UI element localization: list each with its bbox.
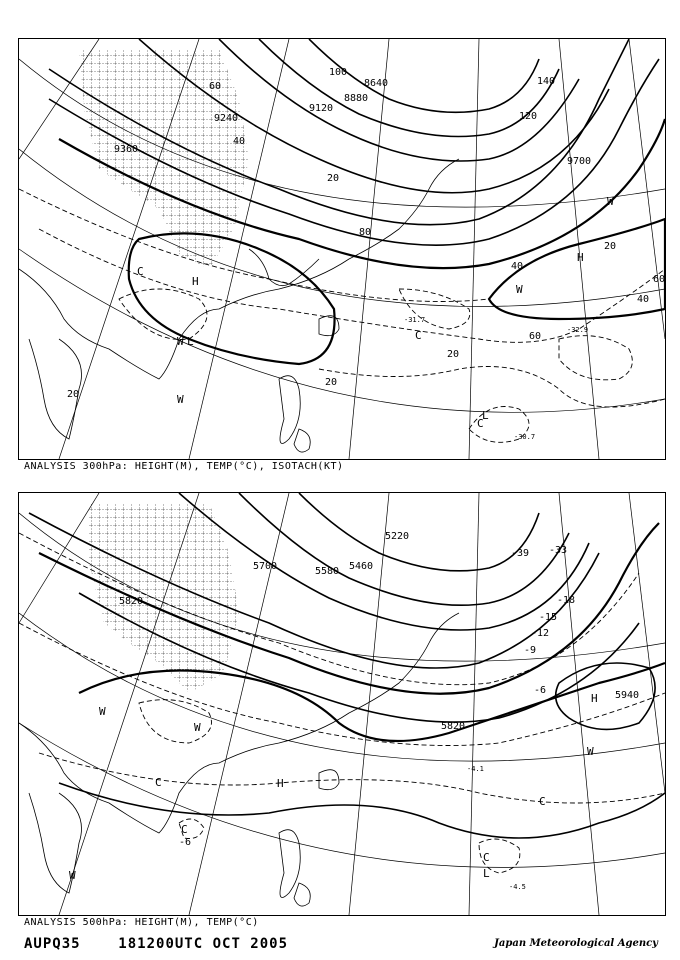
terrain-hatch bbox=[89, 503, 239, 693]
warm-marker: W bbox=[587, 745, 594, 758]
height-label: 9700 bbox=[567, 156, 592, 167]
height-label: 5820 bbox=[119, 596, 144, 607]
map-500hpa bbox=[19, 493, 665, 915]
cold-marker: C bbox=[415, 329, 422, 342]
height-label: 9240 bbox=[214, 113, 239, 124]
low-marker: L bbox=[483, 867, 490, 880]
warm-marker: W bbox=[607, 195, 614, 208]
chart-panel-300hpa bbox=[18, 38, 666, 460]
temp-label: -15 bbox=[539, 612, 558, 623]
isotach-label: 60 bbox=[529, 331, 542, 342]
map-300hpa bbox=[19, 39, 665, 459]
warm-marker: W bbox=[99, 705, 106, 718]
isotach-label: 40 bbox=[637, 294, 650, 305]
temp-labels bbox=[179, 545, 575, 891]
temp-label: -6 bbox=[534, 685, 547, 696]
isotach-label: 40 bbox=[511, 261, 524, 272]
cold-marker: C bbox=[137, 265, 144, 278]
temp-labels bbox=[404, 316, 588, 441]
low-marker: L bbox=[187, 335, 194, 348]
isotach-label: 20 bbox=[325, 377, 338, 388]
height-label: 9360 bbox=[114, 144, 139, 155]
isotach-label: 100 bbox=[329, 67, 348, 78]
temp-label: -18 bbox=[557, 595, 576, 606]
temp-label: -4.5 bbox=[509, 883, 526, 891]
height-label: 5820 bbox=[441, 721, 466, 732]
temp-label: -4.1 bbox=[467, 765, 484, 773]
height-label: 5220 bbox=[385, 531, 410, 542]
caption-300hpa: ANALYSIS 300hPa: HEIGHT(M), TEMP(°C), ISOTACH(KT) bbox=[24, 461, 344, 472]
terrain-hatch bbox=[79, 49, 249, 269]
temp-label: -31.7 bbox=[404, 316, 426, 324]
coastlines bbox=[19, 613, 459, 906]
cold-marker: C bbox=[477, 417, 484, 430]
isotach-label: 20 bbox=[67, 389, 80, 400]
warm-marker: W bbox=[194, 721, 201, 734]
warm-marker: W bbox=[516, 283, 523, 296]
isotach-label: 140 bbox=[537, 76, 556, 87]
high-marker: H bbox=[277, 777, 284, 790]
height-label: 8880 bbox=[344, 93, 369, 104]
isotach-label: 40 bbox=[233, 136, 246, 147]
isotach-label: 20 bbox=[327, 173, 340, 184]
height-label: 5940 bbox=[615, 690, 640, 701]
isotachs bbox=[19, 189, 665, 442]
cold-marker: C bbox=[155, 776, 162, 789]
high-marker: H bbox=[591, 692, 598, 705]
high-marker: H bbox=[577, 251, 584, 264]
chart-panel-500hpa bbox=[18, 492, 666, 916]
cold-marker: C bbox=[483, 851, 490, 864]
chart-code: AUPQ35 bbox=[24, 936, 81, 952]
warm-marker: W bbox=[69, 869, 76, 882]
chart-datetime: 181200UTC OCT 2005 bbox=[118, 936, 289, 952]
chart-id-and-time bbox=[24, 936, 288, 952]
temp-label: -39 bbox=[511, 548, 530, 559]
isotach-label: 60 bbox=[653, 274, 665, 285]
temp-label: -32.9 bbox=[567, 326, 589, 334]
isotach-label: 60 bbox=[209, 81, 222, 92]
caption-500hpa: ANALYSIS 500hPa: HEIGHT(M), TEMP(°C) bbox=[24, 917, 259, 928]
height-label: 8640 bbox=[364, 78, 389, 89]
temp-label: -12 bbox=[531, 628, 550, 639]
height-label: 9120 bbox=[309, 103, 334, 114]
isotach-label: 20 bbox=[604, 241, 617, 252]
warm-marker: W bbox=[177, 335, 184, 348]
high-marker: H bbox=[192, 275, 199, 288]
height-label: 5580 bbox=[315, 566, 340, 577]
temp-label: -33 bbox=[549, 545, 568, 556]
cold-marker: C bbox=[539, 795, 546, 808]
low-marker: L bbox=[482, 409, 489, 422]
warm-marker: W bbox=[177, 393, 184, 406]
height-label: 5460 bbox=[349, 561, 374, 572]
temp-label: -6 bbox=[179, 837, 192, 848]
cold-marker: C bbox=[181, 823, 188, 836]
isotach-label: 20 bbox=[447, 349, 460, 360]
isotach-label: 120 bbox=[519, 111, 538, 122]
agency-credit: Japan Meteorological Agency bbox=[494, 938, 658, 949]
temp-label: -9 bbox=[524, 645, 537, 656]
height-label: 5700 bbox=[253, 561, 278, 572]
pressure-systems bbox=[69, 692, 598, 882]
isotach-label: 80 bbox=[359, 227, 372, 238]
temp-label: -30.7 bbox=[514, 433, 536, 441]
